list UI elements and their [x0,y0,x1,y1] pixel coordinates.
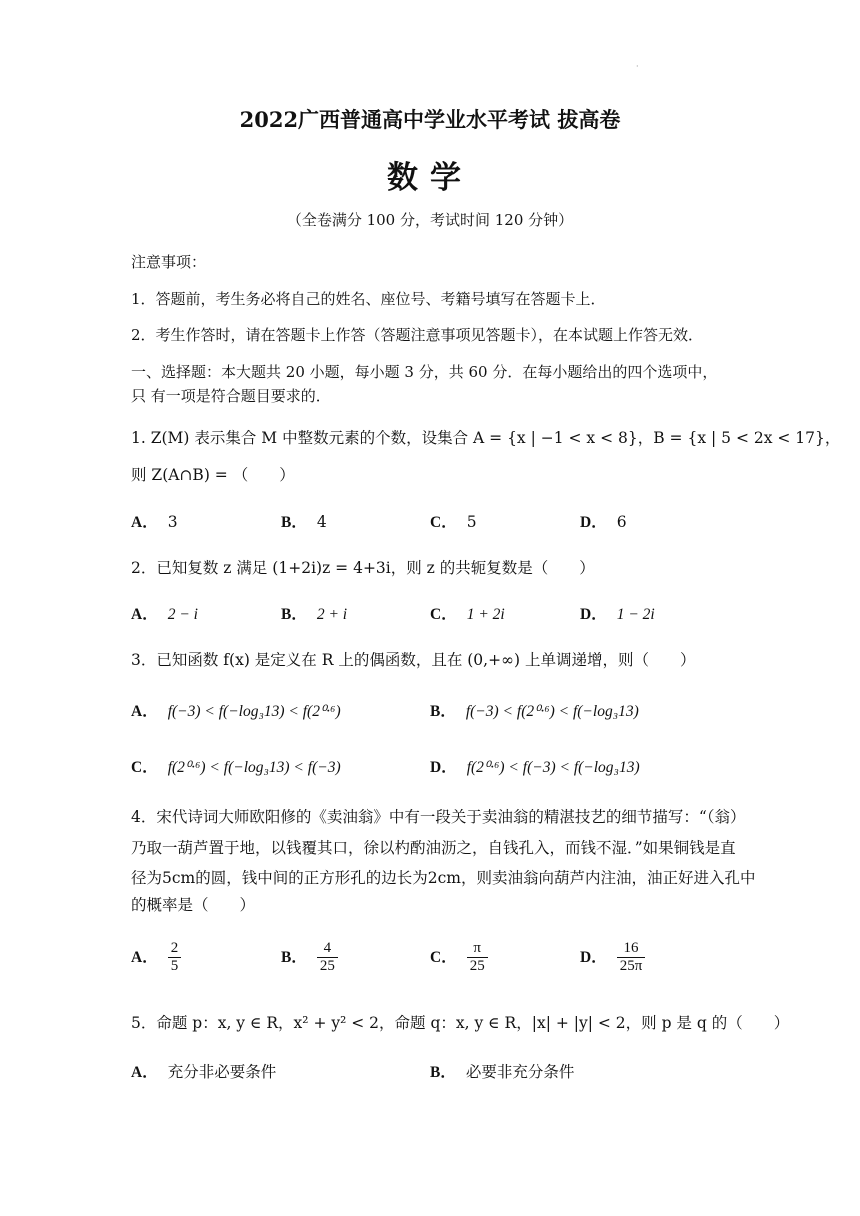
q2-option-b[interactable]: B． 2 + i [281,606,348,623]
q3-stem: 3．已知函数 f(x) 是定义在 R 上的偶函数，且在 (0,+∞) 上单调递增，则（ ） [131,651,696,669]
q2-option-d[interactable]: D． 1 − 2i [580,606,655,623]
exam-title: 2022广西普通高中学业水平考试 拔高卷 [239,107,621,132]
exam-subject: 数学 [387,160,473,196]
q5-option-b[interactable]: B． 必要非充分条件 [430,1063,575,1081]
q1-option-a[interactable]: A． 3 [131,513,178,531]
q5-stem: 5．命题 p：x, y ∈ R，x² + y² < 2，命题 q：x, y ∈ R，|x| + |y| < 2，则 p 是 q 的（ ） [131,1014,790,1032]
q1-option-c[interactable]: C． 5 [430,513,477,531]
q3-option-a[interactable]: A． f(−3) < f(−log₃13) < f(2⁰·⁶) [131,703,341,720]
q3-option-c[interactable]: C． f(2⁰·⁶) < f(−log₃13) < f(−3) [131,759,341,776]
q4-option-a[interactable]: A． $\frac{2}{5}$ [131,940,181,975]
q1-option-d[interactable]: D． 6 [580,513,627,531]
section-heading-line2: 只 有一项是符合题目要求的． [131,387,331,405]
section-heading-line1: 一、选择题：本大题共 20 小题，每小题 3 分，共 60 分．在每小题给出的四个选项中， [131,363,718,381]
q2-option-a[interactable]: A． 2 − i [131,606,198,623]
q4-option-c[interactable]: C． $\frac{\pi}{25}$ [430,940,488,975]
q4-stem-line4: 的概率是（ ） [131,896,256,914]
q1-option-b[interactable]: B． 4 [281,513,327,531]
q3-option-b[interactable]: B． f(−3) < f(2⁰·⁶) < f(−log₃13) [430,703,639,720]
q4-stem-line3: 径为5cm的圆，钱中间的正方形孔的边长为2cm，则卖油翁向葫芦内注油，油正好进入孔中 [131,869,756,887]
exam-meta: （全卷满分 100 分，考试时间 120 分钟） [286,211,574,229]
q4-option-d-fraction: $\frac{16}{25\pi}$ [617,940,646,975]
q1-stem-line1: 1. Z(M) 表示集合 M 中整数元素的个数，设集合 A = {x | −1 < x < 8}，B = {x | 5 < 2x < 17}， [131,429,841,447]
q2-stem: 2．已知复数 z 满足 (1+2i)z = 4+3i，则 z 的共轭复数是（ ） [131,559,595,577]
q4-option-d[interactable]: D． $\frac{16}{25\pi}$ [580,940,645,975]
q4-option-a-fraction: $\frac{2}{5}$ [168,940,182,975]
q5-option-a[interactable]: A． 充分非必要条件 [131,1063,277,1081]
stray-dot: · [636,62,639,71]
q4-option-b[interactable]: B． $\frac{4}{25}$ [281,940,338,975]
q4-stem-line1: 4．宋代诗词大师欧阳修的《卖油翁》中有一段关于卖油翁的精湛技艺的细节描写：“（翁） [131,808,746,826]
notes-item-1: 1．答题前，考生务必将自己的姓名、座位号、考籍号填写在答题卡上． [131,290,606,308]
q1-stem-line2: 则 Z(A∩B) = （ ） [131,466,295,484]
q3-option-d[interactable]: D． f(2⁰·⁶) < f(−3) < f(−log₃13) [430,759,640,776]
q4-option-b-fraction: $\frac{4}{25}$ [317,940,338,975]
notes-item-2: 2．考生作答时，请在答题卡上作答（答题注意事项见答题卡），在本试题上作答无效． [131,326,704,344]
notes-heading: 注意事项： [131,253,207,271]
q4-option-c-fraction: $\frac{\pi}{25}$ [467,940,488,975]
q4-stem-line2: 乃取一葫芦置于地，以钱覆其口，徐以杓酌油沥之，自钱孔入，而钱不湿．”如果铜钱是直 [131,839,736,857]
q2-option-c[interactable]: C． 1 + 2i [430,606,505,623]
